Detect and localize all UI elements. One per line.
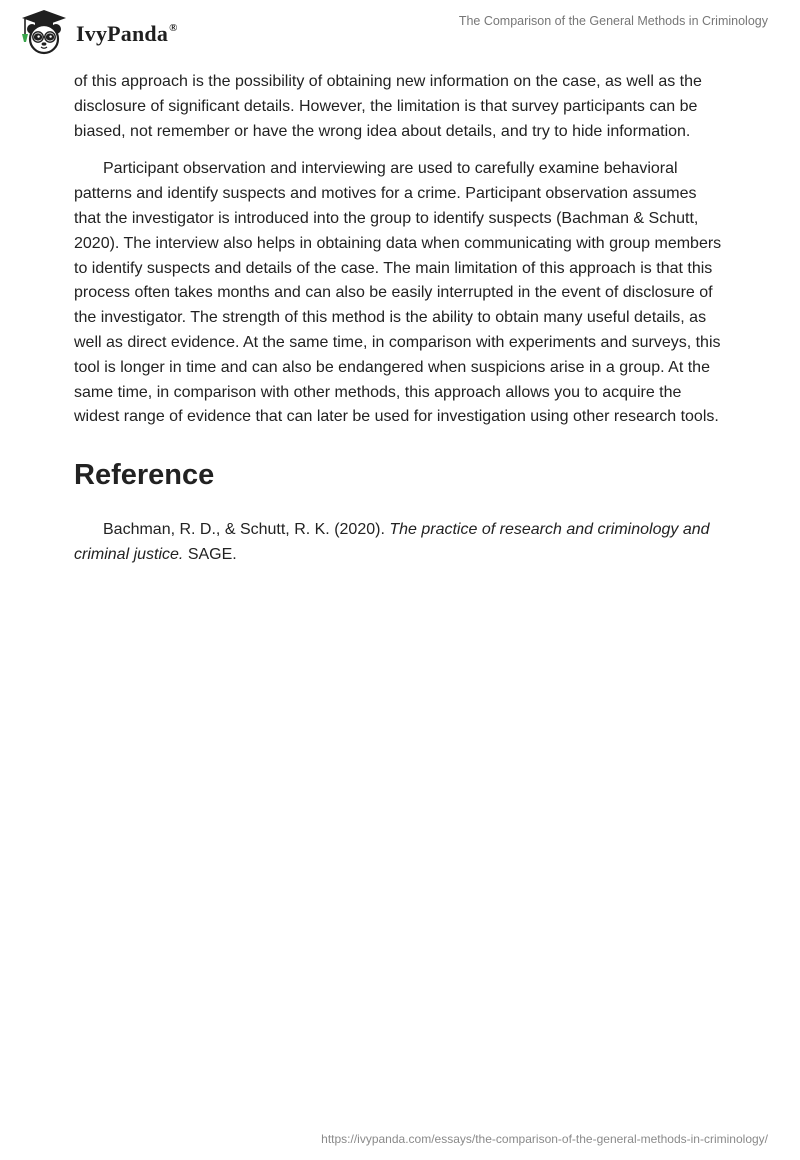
reference-heading: Reference [74,459,215,492]
reference-title: The practice of research and criminology and criminal justice. [74,521,710,563]
paragraph-participant-observation: Participant observation and interviewing are used to carefully examine behavioral patterns and identify suspects and motives for a crime. Participant observation assumes that the investigator is introduced into the group to identify suspects (Bachman & Schutt, 2020). The interview also helps in obtaining data when communicating with group members to identify suspects and details of the case. The main limitation of this approach is that this process often takes months and can also be easily interrupted in the event of disclosure of the investigator. The strength of this method is the ability to obtain many useful details, as well as direct evidence. At the same time, in comparison with experiments and surveys, this tool is longer in time and can also be endangered when suspicions arise in a group. At the same time, in comparison with other methods, this approach allows you to acquire the widest range of evidence that can later be used for investigation using other research tools. [74,160,722,426]
registered-mark: ® [169,21,178,34]
essay-content [74,70,726,568]
document-title: The Comparison of the General Methods in Criminology [458,14,768,28]
ivypanda-logo[interactable] [16,8,178,56]
logo-wordmark: IvyPanda® [76,21,178,46]
reference-publisher: SAGE. [187,545,237,563]
reference-entry [74,518,726,568]
paragraph-continued: of this approach is the possibility of obtaining new information on the case, as well as the disclosure of significant details. However, the limitation is that survey participants can be biased, not remember or have the wrong idea about details, and try to hide information. [74,73,702,140]
panda-graduate-icon [16,8,72,56]
source-url[interactable]: https://ivypanda.com/essays/the-comparison-of-the-general-methods-in-criminology/ [321,1132,768,1146]
reference-authors: Bachman, R. D., & Schutt, R. K. (2020). [103,521,385,539]
page-header [0,0,800,60]
